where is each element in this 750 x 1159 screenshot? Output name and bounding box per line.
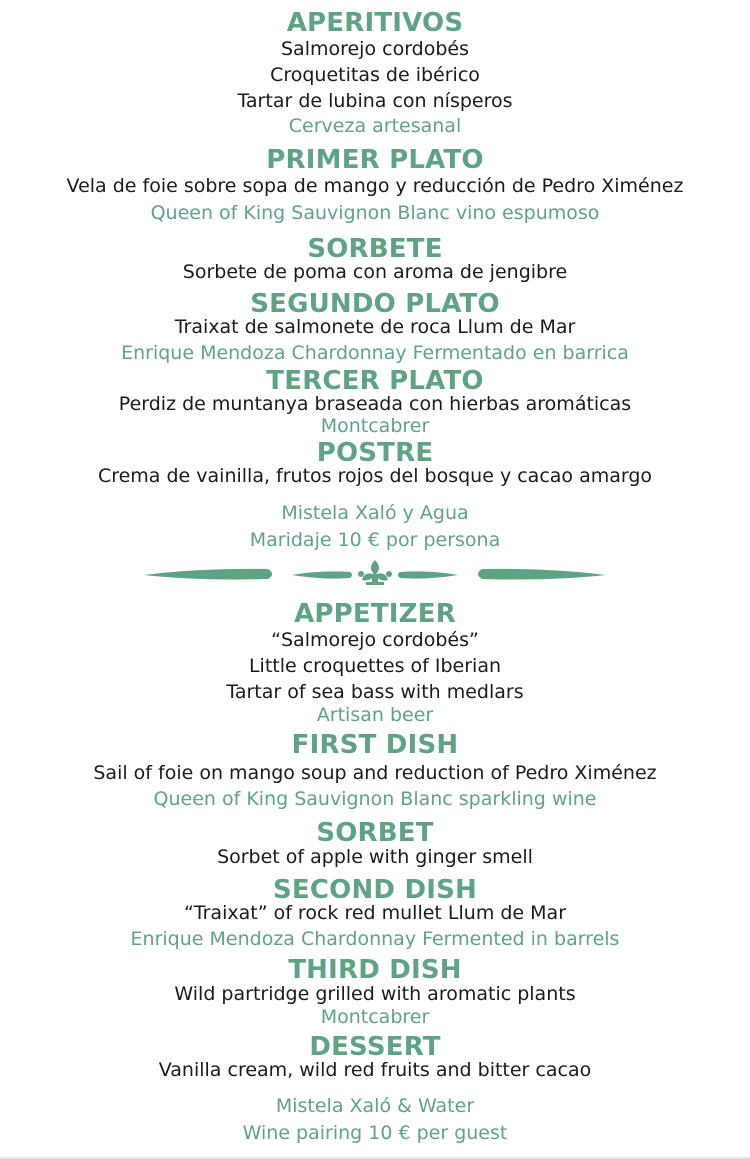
- menu-item: Vela de foie sobre sopa de mango y reducción de Pedro Ximénez: [66, 175, 684, 197]
- drink-pairing: Cerveza artesanal: [288, 115, 462, 137]
- drink-pairing: Queen of King Sauvignon Blanc sparkling wine: [153, 788, 597, 810]
- menu-item: Tartar of sea bass with medlars: [226, 681, 524, 703]
- pairing-price: Wine pairing 10 € per guest: [242, 1122, 508, 1144]
- heading-first-dish: FIRST DISH: [291, 730, 459, 760]
- drink-pairing: Montcabrer: [320, 415, 430, 437]
- heading-sorbet: SORBET: [316, 818, 434, 848]
- pairing-note: Mistela Xaló & Water: [275, 1095, 475, 1117]
- heading-appetizer: APPETIZER: [294, 599, 456, 629]
- menu-item: “Traixat” of rock red mullet Llum de Mar: [183, 902, 567, 924]
- pairing-price: Maridaje 10 € por persona: [249, 529, 501, 551]
- menu-item: Salmorejo cordobés: [280, 38, 470, 60]
- ornamental-divider-icon: [140, 560, 610, 590]
- heading-primer-plato: PRIMER PLATO: [266, 145, 484, 175]
- heading-third-dish: THIRD DISH: [288, 955, 462, 985]
- menu-item: “Salmorejo cordobés”: [271, 629, 479, 651]
- heading-segundo-plato: SEGUNDO PLATO: [250, 289, 500, 319]
- heading-second-dish: SECOND DISH: [272, 875, 477, 905]
- menu-item: Little croquettes of Iberian: [248, 655, 502, 677]
- drink-pairing: Enrique Mendoza Chardonnay Fermented in barrels: [130, 928, 620, 950]
- menu-item: Crema de vainilla, frutos rojos del bosque y cacao amargo: [97, 465, 653, 487]
- drink-pairing: Artisan beer: [316, 704, 434, 726]
- drink-pairing: Queen of King Sauvignon Blanc vino espumoso: [150, 202, 600, 224]
- pairing-note: Mistela Xaló y Agua: [281, 502, 469, 524]
- heading-sorbete: SORBETE: [307, 234, 443, 264]
- heading-aperitivos: APERITIVOS: [286, 8, 464, 38]
- menu-item: Sorbet of apple with ginger smell: [217, 846, 533, 868]
- menu-item: Sorbete de poma con aroma de jengibre: [182, 261, 568, 283]
- menu-item: Vanilla cream, wild red fruits and bitter cacao: [158, 1059, 592, 1081]
- heading-postre: POSTRE: [316, 438, 434, 468]
- drink-pairing: Enrique Mendoza Chardonnay Fermentado en barrica: [121, 342, 629, 364]
- menu-item: Wild partridge grilled with aromatic plants: [174, 983, 576, 1005]
- menu-item: Traixat de salmonete de roca Llum de Mar: [174, 316, 576, 338]
- menu-item: Croquetitas de ibérico: [270, 64, 480, 86]
- heading-tercer-plato: TERCER PLATO: [266, 366, 484, 396]
- drink-pairing: Montcabrer: [320, 1006, 430, 1028]
- menu-item: Perdiz de muntanya braseada con hierbas aromáticas: [118, 393, 632, 415]
- menu-item: Sail of foie on mango soup and reduction of Pedro Ximénez: [93, 762, 657, 784]
- heading-dessert: DESSERT: [309, 1032, 441, 1062]
- menu-item: Tartar de lubina con nísperos: [237, 90, 513, 112]
